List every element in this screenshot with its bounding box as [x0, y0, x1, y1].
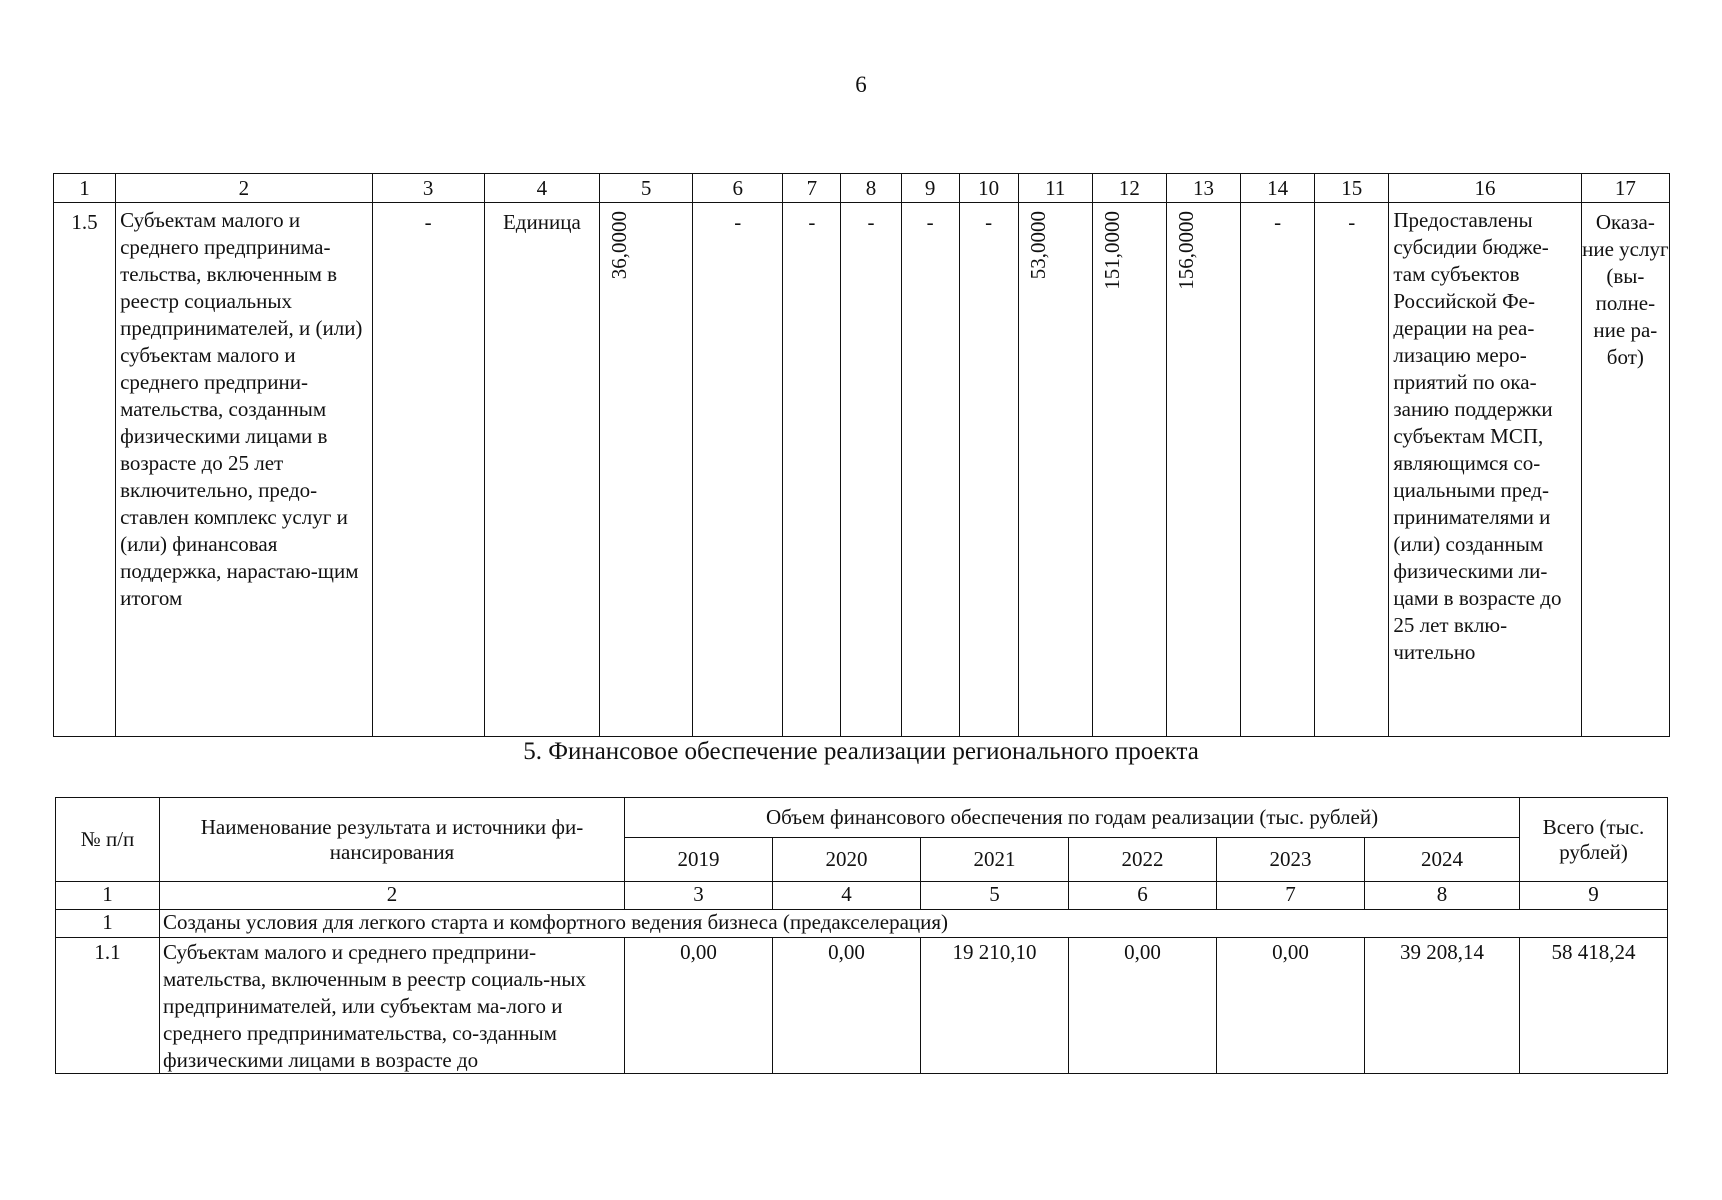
indicators-table: [53, 173, 1670, 737]
col-num-9: 9: [1520, 882, 1668, 910]
header-volume: Объем финансового обеспечения по годам реализации (тыс. рублей): [625, 798, 1520, 838]
header-name: Наименование результата и источники фи-нансирования: [160, 798, 625, 882]
unit-of-measure: Единица: [484, 203, 599, 737]
col-num-3: 3: [625, 882, 773, 910]
result-characteristic: Предоставлены субсидии бюдже-там субъектов Российской Фе-дерации на реа-лизацию меро-приятий по ока-занию поддержки субъектам МСП, являющимся со-циальными пред-принимателями и (или) созданным физическими ли-цами в возрасте до 25 лет вклю-чительно: [1389, 203, 1581, 737]
row-name: [160, 938, 625, 1074]
col-num-3: 3: [372, 174, 484, 203]
value-2022: 0,00: [1069, 938, 1217, 1074]
col-num-17: 17: [1581, 174, 1669, 203]
col-num-8: 8: [1365, 882, 1520, 910]
col-num-2: 2: [160, 882, 625, 910]
value-2023: 0,00: [1217, 938, 1365, 1074]
cell-c14: -: [1241, 203, 1315, 737]
value-c5: 36,0000: [606, 211, 631, 280]
cell-c12: [1092, 203, 1166, 737]
col-num-9: 9: [901, 174, 959, 203]
col-num-4: 4: [773, 882, 921, 910]
col-num-8: 8: [841, 174, 901, 203]
section-num: 1: [56, 910, 160, 938]
col-num-10: 10: [959, 174, 1018, 203]
col-num-7: 7: [1217, 882, 1365, 910]
col-num-11: 11: [1018, 174, 1092, 203]
cell-c7: -: [783, 203, 841, 737]
column-number-row: [54, 174, 1670, 203]
col-num-12: 12: [1092, 174, 1166, 203]
value-2021: 19 210,10: [921, 938, 1069, 1074]
col-num-6: 6: [1069, 882, 1217, 910]
result-type: Оказа-ние услуг (вы-полне-ние ра-бот): [1581, 203, 1669, 737]
col-num-4: 4: [484, 174, 599, 203]
year-2023: 2023: [1217, 838, 1365, 882]
result-description: Субъектам малого и среднего предпринима-тельства, включенным в реестр социальных предпринимателей, и (или) субъектам малого и среднего предприни-мательства, созданным физическими лицами в возрасте до 25 лет включительно, предо-ставлен комплекс услуг и (или) финансовая поддержка, нарастаю-щим итогом: [116, 203, 372, 737]
section-text: Созданы условия для легкого старта и комфортного ведения бизнеса (предакселерация): [160, 910, 1668, 938]
cell-c10: -: [959, 203, 1018, 737]
value-total: 58 418,24: [1520, 938, 1668, 1074]
table-row: [56, 938, 1668, 1074]
col-num-7: 7: [783, 174, 841, 203]
section-title: 5. Финансовое обеспечение реализации регионального проекта: [523, 738, 1199, 765]
cell-c3: -: [372, 203, 484, 737]
table-row: [54, 203, 1670, 737]
header-total: Всего (тыс. рублей): [1520, 798, 1668, 882]
value-c12: 151,0000: [1099, 211, 1124, 290]
cell-c15: -: [1315, 203, 1389, 737]
column-number-row: [56, 882, 1668, 910]
col-num-16: 16: [1389, 174, 1581, 203]
col-num-14: 14: [1241, 174, 1315, 203]
value-c13: 156,0000: [1173, 211, 1198, 290]
row-name-text: Субъектам малого и среднего предприни-мательства, включенным в реестр социаль-ных предпринимателей, или субъектам ма-лого и среднего предпринимательства, со-зданным физическими лицами в возрасте до: [163, 940, 586, 1072]
cell-c13: [1166, 203, 1240, 737]
value-2019: 0,00: [625, 938, 773, 1074]
cell-c6: -: [693, 203, 783, 737]
value-2024: 39 208,14: [1365, 938, 1520, 1074]
col-num-13: 13: [1166, 174, 1240, 203]
year-2022: 2022: [1069, 838, 1217, 882]
cell-c8: -: [841, 203, 901, 737]
section-row: [56, 910, 1668, 938]
col-num-2: 2: [116, 174, 372, 203]
header-row-1: [56, 798, 1668, 838]
value-2020: 0,00: [773, 938, 921, 1074]
header-num: № п/п: [56, 798, 160, 882]
year-2024: 2024: [1365, 838, 1520, 882]
col-num-1: 1: [54, 174, 116, 203]
year-2020: 2020: [773, 838, 921, 882]
cell-c5: [599, 203, 692, 737]
cell-c11: [1018, 203, 1092, 737]
col-num-5: 5: [599, 174, 692, 203]
financing-table: [55, 797, 1668, 1074]
row-num: 1.1: [56, 938, 160, 1074]
year-2019: 2019: [625, 838, 773, 882]
col-num-15: 15: [1315, 174, 1389, 203]
page-number: 6: [855, 72, 867, 97]
col-num-6: 6: [693, 174, 783, 203]
value-c11: 53,0000: [1025, 211, 1050, 280]
col-num-5: 5: [921, 882, 1069, 910]
year-2021: 2021: [921, 838, 1069, 882]
col-num-1: 1: [56, 882, 160, 910]
cell-c9: -: [901, 203, 959, 737]
row-number: 1.5: [54, 203, 116, 737]
